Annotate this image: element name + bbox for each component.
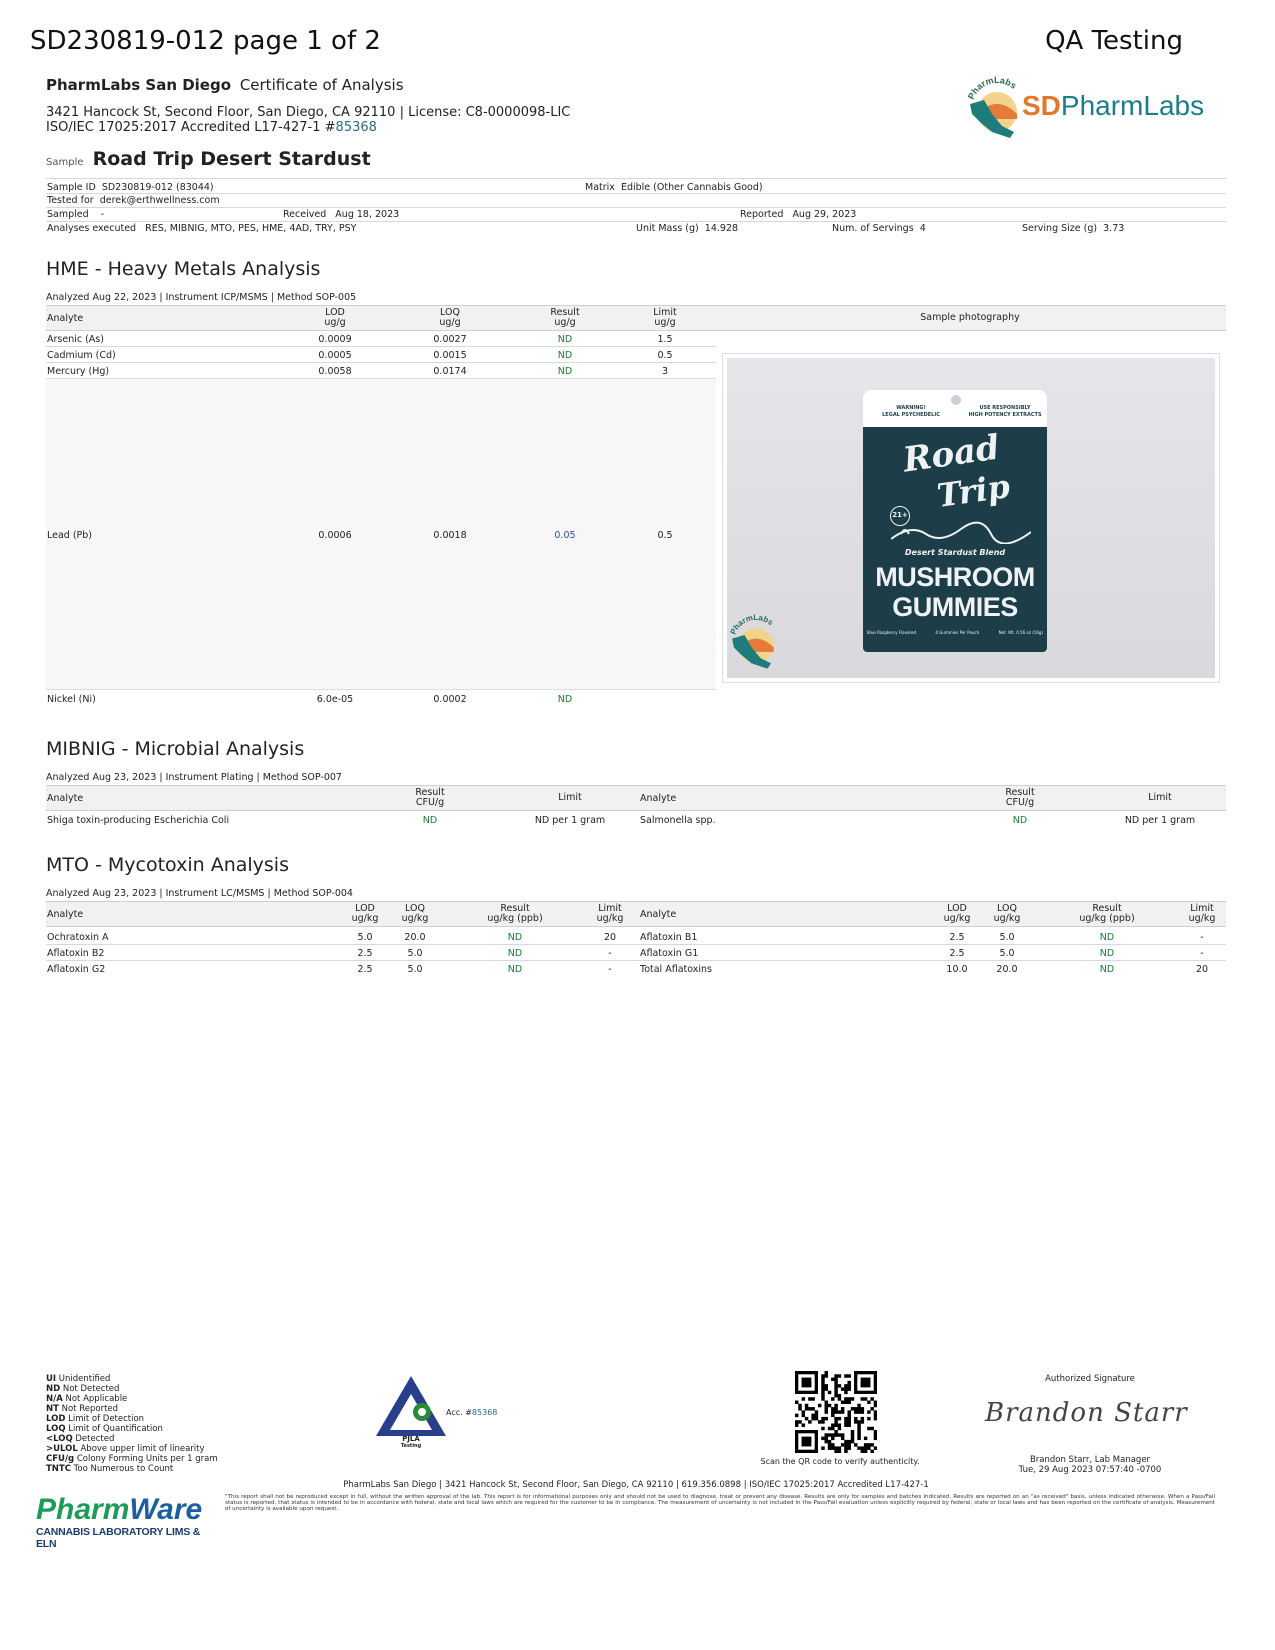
reported-label: Reported (740, 209, 784, 220)
limit-cell: - (608, 964, 612, 975)
analyses-value: RES, MIBNIG, MTO, PES, HME, 4AD, TRY, PSY (145, 223, 357, 234)
mto-col-lod-2-unit: ug/kg (943, 913, 971, 924)
loq-cell: 5.0 (407, 948, 423, 959)
tested-for-value: derek@erthwellness.com (99, 195, 220, 206)
limit-cell: 20 (1195, 964, 1209, 975)
servings-label: Num. of Servings (832, 223, 914, 234)
mto-col-lod-unit: ug/kg (351, 913, 379, 924)
package-footer-3: Net. Wt. 0.56 oz (16g) (998, 630, 1043, 635)
pjla-acc-link[interactable]: 85368 (471, 1408, 498, 1417)
legend-text: Detected (75, 1434, 115, 1444)
mibnig-col-limit-2: Limit (1148, 792, 1172, 803)
mto-col-loq (390, 904, 440, 924)
lod-cell: 0.0006 (318, 530, 352, 541)
mibnig-col-result-2-unit: CFU/g (1005, 797, 1035, 808)
lod-cell: 2.5 (949, 948, 965, 959)
qa-testing-label: QA Testing (1045, 26, 1183, 56)
sampled-value: - (100, 209, 105, 220)
mto-col-loq-label: LOQ (405, 903, 425, 914)
hme-col-result (520, 308, 610, 328)
mibnig-col-result (390, 788, 470, 808)
lead-row-bg (46, 379, 716, 690)
warning-left-2: LEGAL PSYCHEDELIC (882, 412, 940, 418)
legend-item (46, 1444, 218, 1454)
lab-heading (46, 76, 404, 94)
analyte-cell: Ochratoxin A (47, 932, 109, 943)
mto-col-limit (590, 904, 630, 924)
received-field (283, 209, 399, 220)
doc-type: Certificate of Analysis (239, 76, 404, 94)
legend-abbr: LOQ (46, 1424, 66, 1434)
logo-sd: SD (1022, 90, 1061, 121)
accreditation-link[interactable]: 85368 (335, 120, 377, 135)
result-cell: ND (1099, 932, 1115, 943)
package-brand-trip: Trip (934, 467, 1013, 515)
mto-col-limit-2-unit: ug/kg (1188, 913, 1216, 924)
mto-col-result-2-label: Result (1092, 903, 1122, 914)
matrix-label: Matrix (585, 182, 615, 193)
legend-text: Colony Forming Units per 1 gram (76, 1454, 218, 1464)
sample-photograph (722, 353, 1220, 683)
warning-left-1: WARNING! (896, 405, 926, 411)
loq-cell: 0.0002 (433, 694, 467, 705)
mto-col-analyte-2: Analyte (640, 909, 677, 920)
hme-col-loq-unit: ug/g (439, 317, 461, 328)
package-footer-1: Blue Raspberry Flavored (867, 630, 916, 635)
analyte-cell: Aflatoxin B2 (47, 948, 105, 959)
sample-label: Sample (46, 157, 84, 168)
legend-abbr: <LOQ (46, 1434, 73, 1444)
pjla-name: PJLA (402, 1435, 420, 1443)
hme-col-analyte: Analyte (47, 313, 84, 324)
unit-mass-field (636, 223, 738, 234)
result-cell: ND (557, 334, 573, 345)
signer-name: Brandon Starr, Lab Manager (1029, 1455, 1151, 1465)
mto-col-result-2-unit: ug/kg (ppb) (1079, 913, 1135, 924)
analyte-cell: Nickel (Ni) (47, 694, 96, 705)
qr-caption: Scan the QR code to verify authenticity. (760, 1457, 920, 1466)
loq-cell: 5.0 (999, 932, 1015, 943)
hme-col-loq (405, 308, 495, 328)
mibnig-col-result-unit: CFU/g (415, 797, 445, 808)
loq-cell: 0.0018 (433, 530, 467, 541)
result-cell: ND (507, 964, 523, 975)
legend-abbr: NT (46, 1404, 59, 1414)
mto-col-limit-label: Limit (598, 903, 622, 914)
sdpharmlabs-wordmark (1022, 90, 1204, 122)
signature-label: Authorized Signature (1045, 1374, 1135, 1384)
pjla-badge (374, 1374, 524, 1450)
mto-col-lod-2-label: LOD (947, 903, 967, 914)
sampled-field (47, 209, 104, 220)
analyte-cell: Salmonella spp. (640, 815, 716, 826)
sample-heading (46, 148, 371, 170)
mto-title: MTO - Mycotoxin Analysis (46, 854, 289, 876)
hme-col-loq-label: LOQ (440, 307, 460, 318)
result-cell: ND (507, 932, 523, 943)
legend-text: Limit of Detection (68, 1414, 145, 1424)
hme-col-limit-unit: ug/g (654, 317, 676, 328)
tested-for-field (47, 195, 220, 206)
result-cell: ND (1099, 948, 1115, 959)
legend-item (46, 1454, 218, 1464)
result-cell: ND (557, 694, 573, 705)
mibnig-analyzed-line: Analyzed Aug 23, 2023 | Instrument Plating | Method SOP-007 (46, 772, 342, 783)
mto-col-loq-2-label: LOQ (997, 903, 1017, 914)
qr-code[interactable] (795, 1371, 877, 1453)
serving-size-value: 3.73 (1103, 223, 1125, 234)
lod-cell: 2.5 (949, 932, 965, 943)
legend-item (46, 1434, 218, 1444)
sdpharmlabs-logo (962, 74, 1222, 144)
loq-cell: 5.0 (407, 964, 423, 975)
mto-col-lod-label: LOD (355, 903, 375, 914)
lod-cell: 0.0005 (318, 350, 352, 361)
accreditation-prefix: ISO/IEC 17025:2017 Accredited L17-427-1 # (46, 120, 336, 135)
package-warning-right (965, 405, 1045, 419)
analyte-cell: Lead (Pb) (47, 530, 93, 541)
limit-cell: - (608, 948, 612, 959)
legend-item (46, 1424, 218, 1434)
mto-col-loq-unit: ug/kg (401, 913, 429, 924)
reported-value: Aug 29, 2023 (792, 209, 857, 220)
loq-cell: 0.0174 (433, 366, 467, 377)
legend-text: Above upper limit of linearity (80, 1444, 205, 1454)
lod-cell: 10.0 (946, 964, 968, 975)
hme-col-limit (620, 308, 710, 328)
loq-cell: 20.0 (996, 964, 1018, 975)
hme-col-limit-label: Limit (653, 307, 677, 318)
legend-item (46, 1374, 218, 1384)
legend-text: Not Detected (62, 1384, 120, 1394)
mto-header-band (46, 901, 1226, 927)
mibnig-col-analyte-2: Analyte (640, 793, 677, 804)
limit-cell: 3 (661, 366, 669, 377)
sample-id-field (47, 182, 214, 193)
legend-abbr: UI (46, 1374, 57, 1384)
analyses-field (47, 223, 356, 234)
seal-arc-text: PharmLabs (965, 74, 1019, 101)
mto-col-loq-2-unit: ug/kg (993, 913, 1021, 924)
signer-info (990, 1455, 1190, 1475)
legend-abbr: TNTC (46, 1464, 71, 1474)
legend-text: Too Numerous to Count (73, 1464, 174, 1474)
unit-mass-value: 14.928 (704, 223, 739, 234)
legend-abbr: CFU/g (46, 1454, 75, 1464)
servings-field (832, 223, 926, 234)
mto-col-result-label: Result (500, 903, 530, 914)
package-hang-hole (951, 395, 961, 405)
limit-cell: ND per 1 gram (1124, 815, 1196, 826)
qr-code-icon (795, 1371, 877, 1453)
sampled-label: Sampled (47, 209, 89, 220)
mibnig-col-result-label: Result (415, 787, 445, 798)
loq-cell: 0.0027 (433, 334, 467, 345)
reported-field (740, 209, 856, 220)
analyte-cell: Mercury (Hg) (47, 366, 110, 377)
legend-item (46, 1464, 218, 1474)
limit-cell: 1.5 (657, 334, 673, 345)
mto-col-limit-2-label: Limit (1190, 903, 1214, 914)
limit-cell: 20 (603, 932, 617, 943)
legend-text: Not Applicable (65, 1394, 128, 1404)
lod-cell: 5.0 (357, 932, 373, 943)
pjla-acc (446, 1408, 497, 1417)
handwritten-signature: Brandon Starr (985, 1398, 1188, 1428)
loq-cell: 5.0 (999, 948, 1015, 959)
mibnig-col-result-2 (980, 788, 1060, 808)
sample-name: Road Trip Desert Stardust (92, 148, 371, 170)
result-cell: ND (422, 815, 438, 826)
pharmware-subtitle: CANNABIS LABORATORY LIMS & ELN (36, 1526, 201, 1550)
mto-col-result-2 (1062, 904, 1152, 924)
signer-date: Tue, 29 Aug 2023 07:57:40 -0700 (1018, 1465, 1162, 1475)
mibnig-title: MIBNIG - Microbial Analysis (46, 738, 305, 760)
analyte-cell: Aflatoxin G1 (640, 948, 699, 959)
hme-analyzed-line: Analyzed Aug 22, 2023 | Instrument ICP/MSMS | Method SOP-005 (46, 292, 357, 303)
mibnig-col-analyte: Analyte (47, 793, 84, 804)
serving-size-field (1022, 223, 1124, 234)
product-line-2: GUMMIES (892, 592, 1018, 622)
logo-pharmlabs: PharmLabs (1060, 90, 1205, 121)
matrix-field (585, 182, 763, 193)
legend-text: Unidentified (58, 1374, 111, 1384)
mibnig-col-result-2-label: Result (1005, 787, 1035, 798)
lod-cell: 2.5 (357, 964, 373, 975)
analyte-cell: Arsenic (As) (47, 334, 104, 345)
legend-abbr: LOD (46, 1414, 66, 1424)
analyte-cell: Total Aflatoxins (640, 964, 712, 975)
sample-id-label: Sample ID (47, 182, 96, 193)
abbreviation-legend (46, 1374, 218, 1474)
hme-col-lod-unit: ug/g (324, 317, 346, 328)
legend-item (46, 1414, 218, 1424)
page-id-title: SD230819-012 page 1 of 2 (30, 26, 381, 56)
limit-cell: 0.5 (657, 350, 673, 361)
pharmlabs-watermark-icon (725, 612, 787, 674)
analyte-cell: Cadmium (Cd) (47, 350, 116, 361)
analyses-label: Analyses executed (47, 223, 137, 234)
servings-value: 4 (919, 223, 926, 234)
package-blend: Desert Stardust Blend (904, 548, 1006, 557)
limit-cell: - (1200, 932, 1204, 943)
loq-cell: 20.0 (404, 932, 426, 943)
lab-address: 3421 Hancock St, Second Floor, San Diego, CA 92110 | License: C8-0000098-LIC (46, 105, 571, 120)
legend-abbr: ND (46, 1384, 61, 1394)
pharmware-logo (36, 1494, 206, 1550)
mto-col-result (470, 904, 560, 924)
serving-size-label: Serving Size (g) (1022, 223, 1098, 234)
lod-cell: 0.0058 (318, 366, 352, 377)
lab-name: PharmLabs San Diego (46, 76, 232, 94)
legend-text: Limit of Quantification (68, 1424, 163, 1434)
hme-title: HME - Heavy Metals Analysis (46, 258, 321, 280)
legend-item (46, 1384, 218, 1394)
product-line-1: MUSHROOM (875, 562, 1035, 592)
mto-col-result-unit: ug/kg (ppb) (487, 913, 543, 924)
package-footer (867, 630, 1043, 635)
limit-cell: 0.5 (657, 530, 673, 541)
hme-col-lod-label: LOD (325, 307, 345, 318)
received-label: Received (283, 209, 327, 220)
hme-col-photo: Sample photography (920, 312, 1020, 323)
mto-analyzed-line: Analyzed Aug 23, 2023 | Instrument LC/MSMS | Method SOP-004 (46, 888, 353, 899)
lab-footer-line: PharmLabs San Diego | 3421 Hancock St, Second Floor, San Diego, CA 92110 | 619.356.0898 | ISO/IEC 17025:2017 Accredited L17-427-1 (343, 1480, 929, 1490)
hme-col-result-label: Result (550, 307, 580, 318)
received-value: Aug 18, 2023 (335, 209, 400, 220)
analyte-cell: Aflatoxin B1 (640, 932, 698, 943)
pharmware-part-2: Ware (129, 1493, 203, 1526)
pjla-acc-prefix: Acc. # (446, 1408, 472, 1417)
mto-col-analyte: Analyte (47, 909, 84, 920)
analyte-cell: Shiga toxin-producing Escherichia Coli (47, 815, 230, 826)
result-cell: ND (557, 350, 573, 361)
lod-cell: 6.0e-05 (316, 694, 354, 705)
mibnig-col-limit: Limit (558, 792, 582, 803)
warning-right-1: USE RESPONSIBLY (979, 405, 1031, 411)
mto-col-lod (340, 904, 390, 924)
package-footer-2: 4 Gummies Per Pouch (935, 630, 980, 635)
legend-item (46, 1394, 218, 1404)
lab-accreditation (46, 120, 377, 135)
mountain-icon (891, 514, 1031, 544)
limit-cell: ND per 1 gram (534, 815, 606, 826)
legend-text: Not Reported (61, 1404, 119, 1414)
warning-right-2: HIGH POTENCY EXTRACTS (968, 412, 1042, 418)
lod-cell: 0.0009 (318, 334, 352, 345)
lod-cell: 2.5 (357, 948, 373, 959)
result-cell: ND (557, 366, 573, 377)
result-cell: ND (507, 948, 523, 959)
mto-col-lod-2 (932, 904, 982, 924)
analyte-cell: Aflatoxin G2 (47, 964, 106, 975)
package-brand-road: Road (900, 427, 1003, 481)
matrix-value: Edible (Other Cannabis Good) (620, 182, 763, 193)
tested-for-label: Tested for (47, 195, 94, 206)
sample-id-value: SD230819-012 (83044) (101, 182, 214, 193)
hme-col-result-unit: ug/g (554, 317, 576, 328)
legend-abbr: N/A (46, 1394, 63, 1404)
package-warning-left (871, 405, 951, 419)
hme-col-lod (290, 308, 380, 328)
package-product (863, 562, 1047, 622)
limit-cell: - (1200, 948, 1204, 959)
legend-abbr: >ULOL (46, 1444, 78, 1454)
disclaimer-text: "This report shall not be reproduced except in full, without the written approval of the lab. This report is for informational purposes only and should not be used to diagnose, treat or prevent any disease. Results are only for samples and batches indicated. Results are reported on an "as received" basis, unless indicated otherwise. When a Pass/Fail status is reported, that status is intended to be in accordance with federal, state and local laws which are required for the customer to be in compliance. The measurement of uncertainty is not included in the Pass/Fail evaluation unless explicitly required by federal, state or local laws and has been reported on the certificate of analysis. Measurement of uncertainty is available upon request. (225, 1494, 1215, 1513)
legend-item (46, 1404, 218, 1414)
mto-col-loq-2 (982, 904, 1032, 924)
mto-col-limit-2 (1180, 904, 1224, 924)
pharmware-wordmark (36, 1494, 206, 1526)
pharmware-part-1: Pharm (36, 1493, 130, 1526)
unit-mass-label: Unit Mass (g) (636, 223, 699, 234)
pjla-text (396, 1436, 426, 1450)
result-cell: ND (1012, 815, 1028, 826)
pjla-sub: Testing (400, 1443, 422, 1449)
pjla-triangle-icon (374, 1374, 448, 1438)
result-cell: ND (1099, 964, 1115, 975)
result-cell: 0.05 (554, 530, 576, 541)
watermark-arc-text: PharmLabs (728, 612, 775, 636)
mto-col-limit-unit: ug/kg (596, 913, 624, 924)
loq-cell: 0.0015 (433, 350, 467, 361)
age-badge: 21+ (890, 506, 910, 526)
